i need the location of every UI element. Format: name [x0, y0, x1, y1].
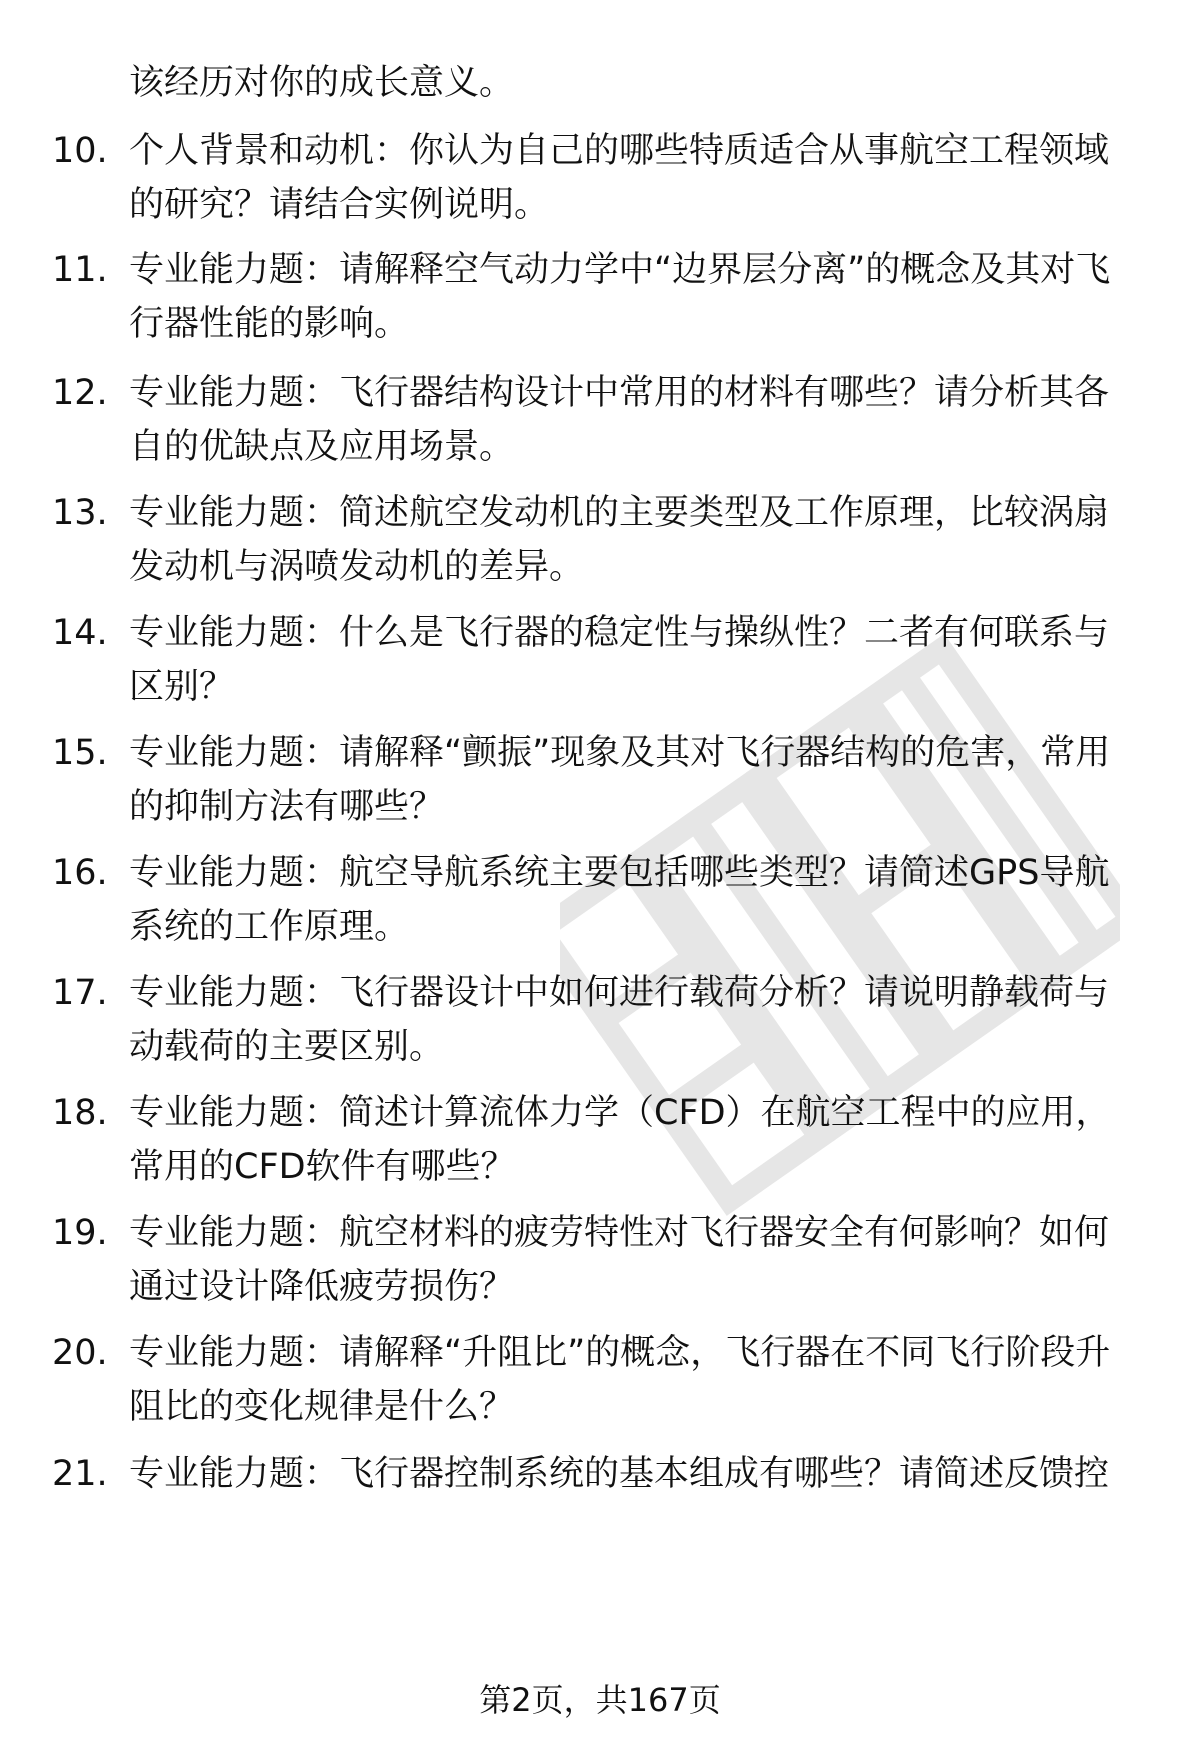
question-number: 11.: [52, 250, 108, 290]
question-number: 20.: [52, 1333, 108, 1373]
question-number: 21.: [52, 1454, 108, 1494]
question-item: [0, 1206, 1200, 1316]
continuation-text: 该经历对你的成长意义。: [129, 63, 515, 103]
question-item: [0, 486, 1200, 596]
question-text: 专业能力题：航空导航系统主要包括哪些类型？请简述GPS导航系统的工作原理。: [129, 853, 1110, 947]
question-text: 个人背景和动机：你认为自己的哪些特质适合从事航空工程领域的研究？请结合实例说明。: [129, 131, 1110, 225]
question-number: 18.: [52, 1093, 108, 1133]
question-number: 19.: [52, 1213, 108, 1253]
question-text: 专业能力题：简述计算流体力学（CFD）在航空工程中的应用，常用的CFD软件有哪些？: [129, 1093, 1111, 1187]
question-item: [0, 366, 1200, 476]
question-item: [0, 1447, 1200, 1557]
question-item: [0, 1326, 1200, 1436]
question-text: 专业能力题：航空材料的疲劳特性对飞行器安全有何影响？如何通过设计降低疲劳损伤？: [129, 1213, 1110, 1307]
question-item: [0, 1086, 1200, 1196]
question-text: 专业能力题：请解释“升阻比”的概念，飞行器在不同飞行阶段升阻比的变化规律是什么？: [129, 1333, 1111, 1427]
question-item: [0, 606, 1200, 716]
question-number: 15.: [52, 733, 108, 773]
question-item: [0, 726, 1200, 836]
question-number: 14.: [52, 613, 108, 653]
question-text: 专业能力题：简述航空发动机的主要类型及工作原理，比较涡扇发动机与涡喷发动机的差异。: [129, 493, 1110, 587]
question-item: [0, 846, 1200, 956]
question-number: 13.: [52, 493, 108, 533]
question-number: 10.: [52, 131, 108, 171]
question-text: 专业能力题：请解释空气动力学中“边界层分离”的概念及其对飞行器性能的影响。: [129, 250, 1111, 344]
question-item: [0, 966, 1200, 1076]
question-item: [0, 243, 1200, 353]
question-number: 16.: [52, 853, 108, 893]
page-indicator: 第2页，共167页: [479, 1681, 721, 1719]
question-number: 12.: [52, 373, 108, 413]
question-text: 专业能力题：飞行器控制系统的基本组成有哪些？请简述反馈控: [129, 1454, 1110, 1494]
question-text: 专业能力题：飞行器设计中如何进行载荷分析？请说明静载荷与动载荷的主要区别。: [129, 973, 1110, 1067]
question-item: [0, 124, 1200, 234]
question-text: 专业能力题：飞行器结构设计中常用的材料有哪些？请分析其各自的优缺点及应用场景。: [129, 373, 1110, 467]
question-text: 专业能力题：什么是飞行器的稳定性与操纵性？二者有何联系与区别？: [129, 613, 1110, 707]
question-text: 专业能力题：请解释“颤振”现象及其对飞行器结构的危害，常用的抑制方法有哪些？: [129, 733, 1111, 827]
question-number: 17.: [52, 973, 108, 1013]
